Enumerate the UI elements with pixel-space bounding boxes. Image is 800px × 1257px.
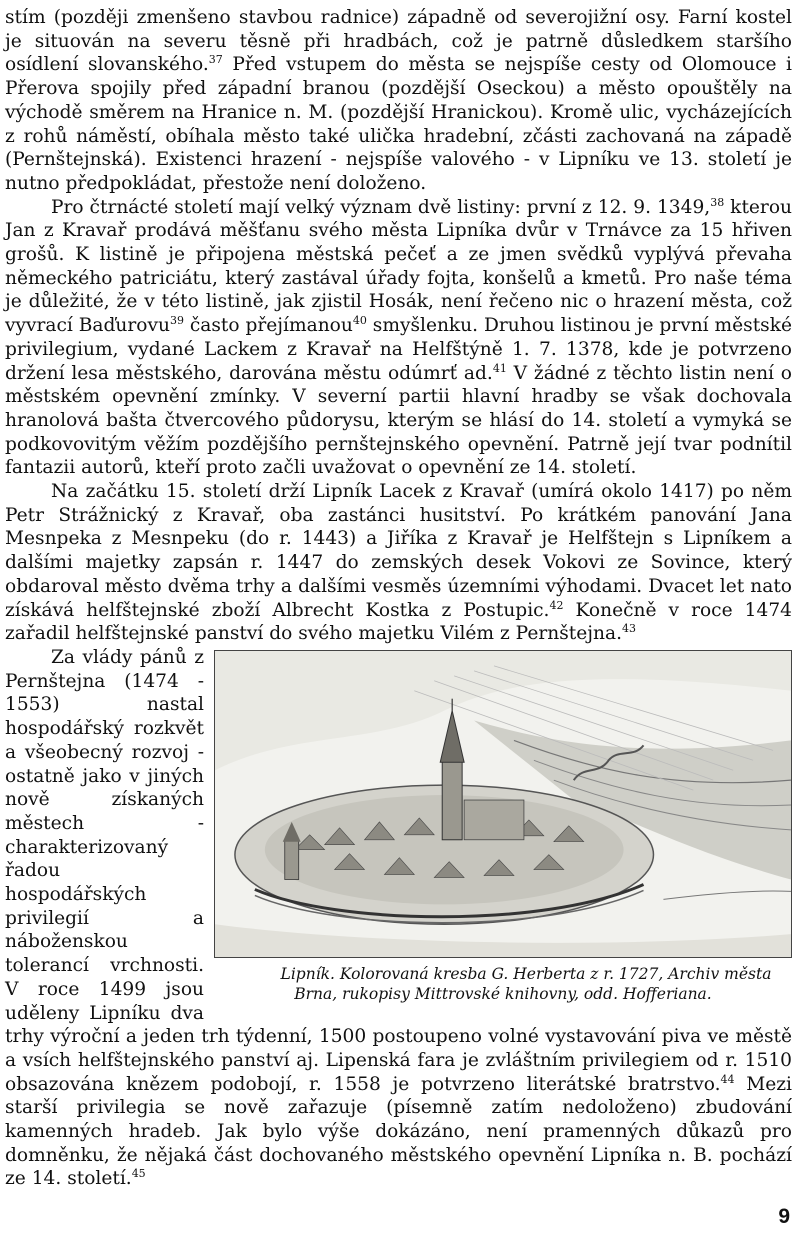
footnote-ref: 43 — [621, 622, 636, 636]
paragraph-1 — [5, 6, 792, 196]
footnote-ref: 39 — [169, 313, 184, 327]
footnote-ref: 40 — [352, 313, 367, 327]
footnote-ref: 42 — [549, 598, 564, 612]
footnote-ref: 41 — [492, 361, 507, 375]
text-run: Pro čtrnácté století mají velký význam dvě listiny: první z 12. 9. 1349, — [51, 196, 711, 218]
page-number: 9 — [778, 1205, 790, 1228]
paragraph-3 — [5, 480, 792, 646]
text-run: Za vlády pánů z Pernštejna (1474 - 1553) nastal hospodářský rozkvět a všeobecný rozvoj - ostatně jako v jiných nově získaných městech - charakterizovaný řadou hospodářských privilegií a náboženskou tolerancí vrchnosti. V roce 1499 jsou uděleny Lipníku dva trhy výroční a jeden trh týdenní, 1500 postoupeno volné vystavování piva ve městě a vsích helfštejnského panství aj. Lipenská fara je zvláštním privilegiem od r. 1510 obsazována knězem podobojí, r. 1558 je potvrzeno literátské bratrstvo. — [5, 646, 792, 1095]
text-run: stím (později zmenšeno stavbou radnice) západně od severojižní osy. Farní kostel je situován na severu těsně při hradbách, což je patrně důsledkem staršího osídlení slovanského. — [5, 7, 792, 76]
text-run: často přejímanou — [183, 315, 353, 337]
text-run: Konečně v roce 1474 zařadil helfštejnské panství do svého majetku Vilém z Pernštejna. — [5, 599, 792, 645]
body-text — [5, 6, 792, 1191]
text-run: V žádné z těchto listin není o městském opevnění zmínky. V severní partii hlavní hradby se však dochovala hranolová bašta čtvercového půdorysu, kterým se hlásí do 14. století a vymyká se podkovovitým věžím pozdějšího pernštejnského opevnění. Patrně její tvar podnítil fantazii autorů, kteří proto začli uvažovat o opevnění ze 14. století. — [5, 362, 792, 479]
text-run: Mezi starší privilegia se nově zařazuje (písemně zatím nedoloženo) zbudování kamenných hradeb. Jak bylo výše dokázáno, není pramenných důkazů pro domněnku, že nějaká část dochovaného městského opevnění Lipníka n. B. pochází ze 14. století. — [5, 1073, 792, 1190]
text-run: Před vstupem do města se nejspíše cesty od Olomouce i Přerova spojily před západní branou (pozdější Oseckou) a město opouštěly na východě směrem na Hranice n. M. (pozdější Hranickou). Kromě ulic, vycházejících z rohů náměstí, obíhala město také ulička hradební, zčásti zachovaná na západě (Pernštejnská). Existenci hrazení - nejspíše valového - v Lipníku ve 13. století je nutno předpokládat, přestože není doloženo. — [5, 54, 792, 194]
footnote-ref: 38 — [710, 195, 725, 209]
footnote-ref: 44 — [720, 1072, 735, 1086]
town-drawing-illustration — [214, 650, 792, 958]
paragraph-2 — [5, 196, 792, 480]
text-run: Na začátku 15. století drží Lipník Lacek z Kravař (umírá okolo 1417) po něm Petr Strážnický z Kravař, oba zastánci husitství. Po krátkém panování Jana Mesnpeka z Mesnpeku (do r. 1443) a Jiříka z Kravař je Helfštejn s Lipníkem a dalšími majetky zapsán r. 1447 do zemských desek Vokovi ze Sovince, který obdaroval město dvěma trhy a dalšími vesměs územními výhodami. Dvacet let nato získává helfštejnské zboží Albrecht Kostka z Postupic. — [5, 481, 792, 621]
paragraph-4 — [5, 646, 792, 1191]
text-run: smyšlenku. Druhou listinou je první městské privilegium, vydané Lackem z Kravař na Helfštýně 1. 7. 1378, kde je potvrzeno držení lesa městského, darována městu odúmrť ad. — [5, 315, 792, 384]
footnote-ref: 45 — [131, 1167, 146, 1181]
text-run: kterou Jan z Kravař prodává měšťanu svého města Lipníka dvůr v Trnávce za 15 hřiven grošů. K listině je připojena městská pečeť a ze jmen svědků vyplývá převaha německého patriciátu, který zastával úřady fojta, konšelů a kmetů. Pro naše téma je důležité, že v této listině, jak zjistil Hosák, není řečeno nic o hrazení města, což vyvrací Baďurovu — [5, 196, 792, 337]
figure-caption — [214, 964, 792, 1004]
figure-caption-line-2: Brna, rukopisy Mittrovské knihovny, odd. Hofferiana. — [294, 984, 712, 1003]
footnote-ref: 37 — [208, 53, 223, 67]
figure — [214, 650, 792, 1004]
figure-caption-line-1: Lipník. Kolorovaná kresba G. Herberta z r. 1727, Archiv města — [280, 964, 772, 983]
